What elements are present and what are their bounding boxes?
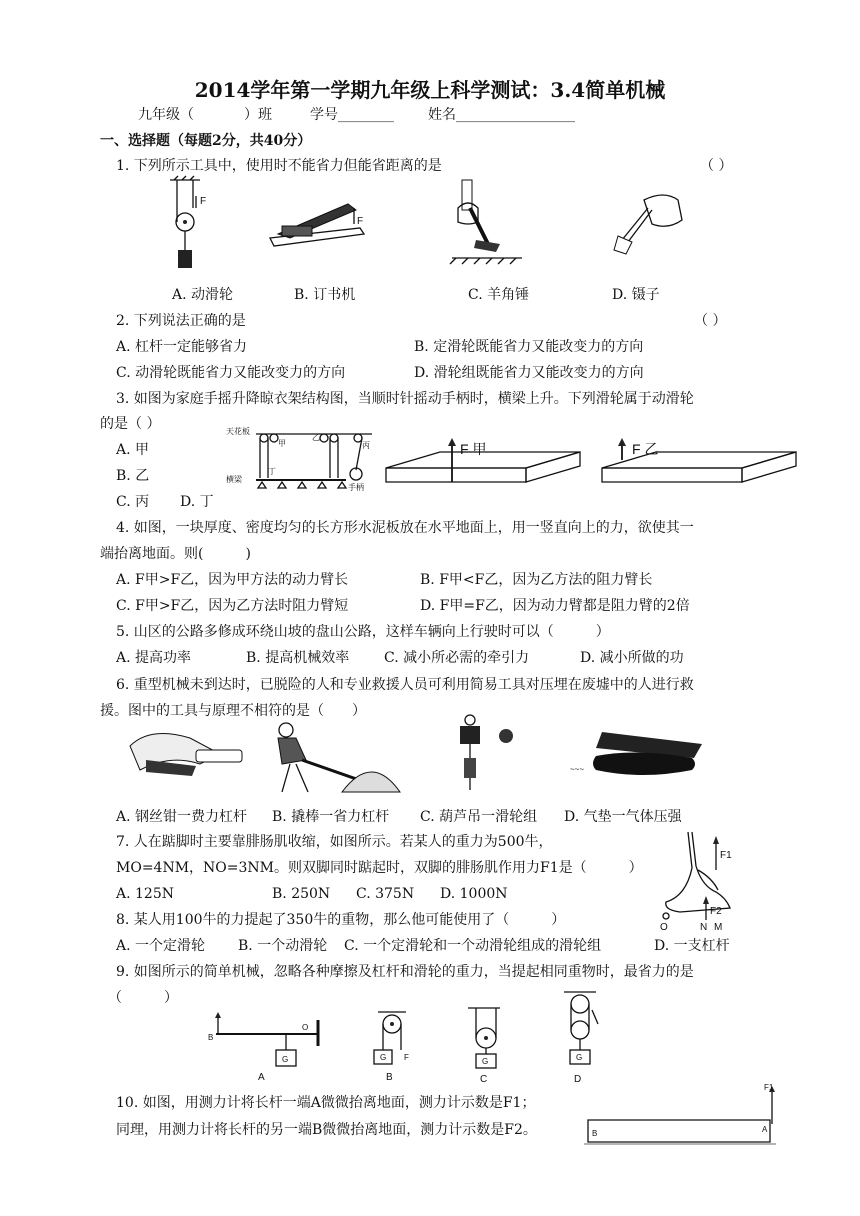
q10-line1: 10. 如图，用测力计将长杆一端A微微抬离地面，测力计示数是F1； — [116, 1095, 536, 1111]
svg-text:F: F — [404, 1053, 409, 1062]
q6-air-cushion-figure — [566, 726, 706, 786]
svg-text:A: A — [258, 1072, 265, 1083]
q2-option-c: C. 动滑轮既能省力又能改变力的方向 — [116, 365, 346, 381]
q7-option-d: D. 1000N — [440, 886, 508, 902]
student-id-label: 学号________ — [310, 107, 394, 123]
q3-option-a: A. 甲 — [116, 442, 150, 458]
svg-text:横梁: 横梁 — [226, 475, 242, 484]
q2-answer-paren: （ ） — [694, 313, 727, 329]
svg-text:A: A — [762, 1125, 768, 1134]
svg-text:乙: 乙 — [312, 433, 320, 442]
q6-option-d: D. 气垫一气体压强 — [564, 809, 682, 825]
q8-option-d: D. 一支杠杆 — [654, 938, 730, 954]
svg-text:D: D — [574, 1074, 582, 1085]
q2-option-b: B. 定滑轮既能省力又能改变力的方向 — [414, 339, 644, 355]
grade-label: 九年级（ — [138, 107, 194, 123]
q4-option-b: B. F甲<F乙，因为乙方法的阻力臂长 — [420, 572, 653, 588]
svg-text:~~~: ~~~ — [570, 765, 585, 774]
svg-text:M: M — [714, 922, 723, 933]
q6-option-c: C. 葫芦吊一滑轮组 — [420, 809, 538, 825]
q10-line2: 同理，用测力计将长杆的另一端B微微抬离地面，测力计示数是F2。 — [116, 1122, 537, 1138]
q1-option-a: A. 动滑轮 — [172, 287, 234, 303]
svg-text:F: F — [357, 216, 364, 227]
svg-text:F 甲: F 甲 — [460, 441, 487, 457]
q8-option-c: C. 一个定滑轮和一个动滑轮组成的滑轮组 — [344, 938, 602, 954]
q7-option-b: B. 250N — [272, 886, 331, 902]
q5-stem: 5. 山区的公路多修成环绕山坡的盘山公路，这样车辆向上行驶时可以（ ） — [116, 624, 610, 640]
q7-stem-line1: 7. 人在踮脚时主要靠腓肠肌收缩，如图所示。若某人的重力为500牛， — [116, 834, 553, 850]
svg-text:丁: 丁 — [268, 467, 276, 476]
q9-pulley-block-figure — [560, 990, 604, 1084]
q1-option-b: B. 订书机 — [294, 287, 356, 303]
q4-board-jia-figure — [384, 438, 584, 488]
svg-text:B: B — [208, 1033, 214, 1042]
svg-text:O: O — [302, 1023, 309, 1032]
q7-foot-figure — [654, 830, 744, 934]
svg-text:B: B — [592, 1129, 598, 1138]
q3-clothes-rack-figure — [226, 424, 376, 504]
q2-stem: 2. 下列说法正确的是 — [116, 313, 246, 329]
q3-option-d: D. 丁 — [180, 494, 214, 510]
q8-option-b: B. 一个动滑轮 — [238, 938, 328, 954]
q8-stem: 8. 某人用100牛的力提起了350牛的重物，那么他可能使用了（ ） — [116, 912, 566, 928]
q6-stem-line1: 6. 重型机械未到达时，已脱险的人和专业救援人员可利用简易工具对压埋在废墟中的人进行救 — [116, 677, 694, 693]
name-label: 姓名_________________ — [428, 107, 575, 123]
q4-option-d: D. F甲=F乙，因为动力臂都是阻力臂的2倍 — [420, 598, 690, 614]
svg-text:G: G — [282, 1055, 289, 1064]
q5-option-b: B. 提高机械效率 — [246, 650, 350, 666]
section-heading: 一、选择题（每题2分，共40分） — [100, 133, 312, 149]
svg-text:F 乙: F 乙 — [632, 441, 659, 457]
q3-stem-line2: 的是（ ） — [100, 416, 161, 432]
q10-rod-figure — [584, 1084, 780, 1148]
q4-stem-line1: 4. 如图，一块厚度、密度均匀的长方形水泥板放在水平地面上，用一竖直向上的力，欲使其一 — [116, 520, 694, 536]
svg-text:G: G — [380, 1053, 387, 1062]
q1-option-c: C. 羊角锤 — [468, 287, 530, 303]
svg-text:甲: 甲 — [278, 439, 286, 448]
q3-option-b: B. 乙 — [116, 468, 150, 484]
q4-option-c: C. F甲>F乙，因为乙方法时阻力臂短 — [116, 598, 349, 614]
q1-hammer-figure — [448, 178, 528, 268]
svg-text:G: G — [482, 1057, 489, 1066]
svg-text:天花板: 天花板 — [226, 427, 250, 436]
q9-stem: 9. 如图所示的简单机械，忽略各种摩擦及杠杆和滑轮的重力，当提起相同重物时，最省力的是 — [116, 964, 694, 980]
q5-option-d: D. 减小所做的功 — [580, 650, 684, 666]
q9-fixed-pulley-figure — [372, 1010, 412, 1084]
q6-option-a: A. 钢丝钳一费力杠杆 — [116, 809, 248, 825]
q2-option-d: D. 滑轮组既能省力又能改变力的方向 — [414, 365, 644, 381]
q1-force-label: F — [200, 196, 207, 207]
q6-option-b: B. 撬棒一省力杠杆 — [272, 809, 390, 825]
q5-option-c: C. 减小所必需的牵引力 — [384, 650, 530, 666]
q3-option-c: C. 丙 — [116, 494, 150, 510]
q1-answer-paren: （ ） — [700, 158, 733, 174]
q1-stem: 1. 下列所示工具中，使用时不能省力但能省距离的是 — [116, 158, 442, 174]
svg-text:C: C — [480, 1074, 488, 1085]
q6-hoist-figure — [444, 714, 524, 794]
svg-text:N: N — [700, 922, 708, 933]
q1-tweezers-figure — [608, 180, 688, 260]
q6-pliers-figure — [126, 726, 246, 786]
svg-text:O: O — [660, 922, 668, 933]
q6-crowbar-figure — [262, 720, 402, 800]
q5-option-a: A. 提高功率 — [116, 650, 192, 666]
q4-option-a: A. F甲>F乙，因为甲方法的动力臂长 — [116, 572, 349, 588]
svg-text:B: B — [386, 1072, 393, 1083]
q7-option-c: C. 375N — [356, 886, 415, 902]
svg-text:丙: 丙 — [362, 441, 370, 450]
q4-stem-line2: 端抬离地面。则( ) — [100, 546, 251, 562]
class-label: ）班 — [244, 107, 272, 123]
svg-text:G: G — [576, 1053, 583, 1062]
page-title: 2014学年第一学期九年级上科学测试：3.4简单机械 — [194, 78, 666, 102]
q7-stem-line2: MO=4NM，NO=3NM。则双脚同时踮起时，双脚的腓肠肌作用力F1是（ ） — [116, 860, 643, 876]
q6-stem-line2: 援。图中的工具与原理不相符的是（ ） — [100, 703, 366, 719]
q9-answer-paren: （ ） — [108, 990, 178, 1006]
svg-text:F1: F1 — [720, 850, 732, 861]
q1-stapler-figure — [264, 194, 374, 254]
svg-text:F2: F2 — [710, 906, 722, 917]
svg-text:手柄: 手柄 — [348, 483, 364, 492]
q1-pulley-figure — [160, 178, 220, 274]
q3-stem-line1: 3. 如图为家庭手摇升降晾衣架结构图，当顺时针摇动手柄时，横梁上升。下列滑轮属于动滑轮 — [116, 391, 694, 407]
q8-option-a: A. 一个定滑轮 — [116, 938, 206, 954]
q9-lever-figure — [206, 1010, 326, 1084]
q9-movable-pulley-figure — [464, 1006, 508, 1084]
q1-option-d: D. 镊子 — [612, 287, 660, 303]
q7-option-a: A. 125N — [116, 886, 174, 902]
q4-board-yi-figure — [600, 438, 800, 488]
q2-option-a: A. 杠杆一定能够省力 — [116, 339, 248, 355]
svg-text:F1: F1 — [764, 1083, 774, 1092]
